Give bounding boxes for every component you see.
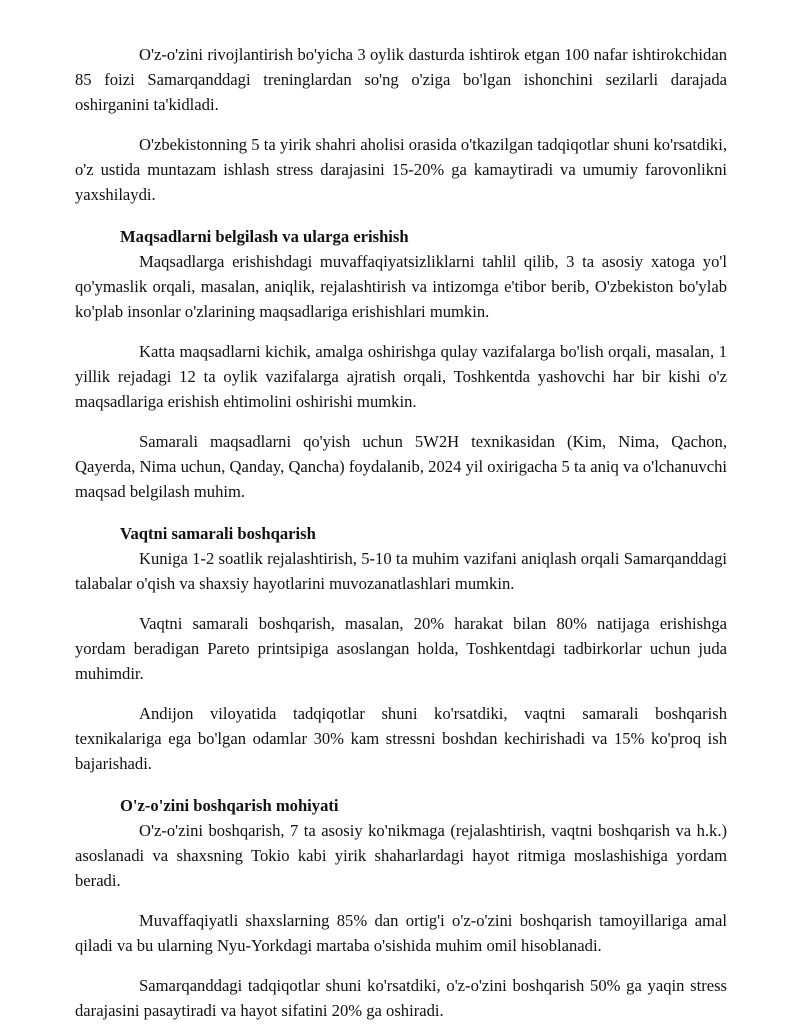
paragraph: Maqsadlarga erishishdagi muvaffaqiyatsizliklarni tahlil qilib, 3 ta asosiy xatoga yo'l qo'ymaslik orqali, masalan, aniqlik, rejalashtirish va intizomga e'tibor berib, O'zbekiston bo'ylab ko'plab insonlar o'zlarining maqsadlariga erishishlari mumkin.	[75, 252, 727, 321]
paragraph: O'zbekistonning 5 ta yirik shahri aholisi orasida o'tkazilgan tadqiqotlar shuni ko'rsatdiki, o'z ustida muntazam ishlash stress darajasini 15-20% ga kamaytiradi va umumiy farovonlikni yaxshilaydi.	[75, 135, 727, 204]
paragraph: Samarqanddagi tadqiqotlar shuni ko'rsatdiki, o'z-o'zini boshqarish 50% ga yaqin stress darajasini pasaytiradi va hayot sifatini 20% ga oshiradi.	[75, 976, 727, 1020]
paragraph: Andijon viloyatida tadqiqotlar shuni ko'rsatdiki, vaqtni samarali boshqarish texnikalariga ega bo'lgan odamlar 30% kam stressni boshdan kechirishadi va 15% ko'proq ish bajarishadi.	[75, 704, 727, 773]
paragraph: Vaqtni samarali boshqarish, masalan, 20% harakat bilan 80% natijaga erishishga yordam beradigan Pareto printsipiga asoslangan holda, Toshkentdagi tadbirkorlar uchun juda muhimdir.	[75, 614, 727, 683]
section-heading: Maqsadlarni belgilash va ularga erishish	[120, 227, 409, 246]
paragraph: Katta maqsadlarni kichik, amalga oshirishga qulay vazifalarga bo'lish orqali, masalan, 1 yillik rejadagi 12 ta oylik vazifalarga ajratish orqali, Toshkentda yashovchi har bir kishi o'z maqsadlariga erishish ehtimolini oshirishi mumkin.	[75, 342, 727, 411]
paragraph: O'z-o'zini boshqarish, 7 ta asosiy ko'nikmaga (rejalashtirish, vaqtni boshqarish va h.k.) asoslanadi va shaxsning Tokio kabi yirik shaharlardagi hayot ritmiga moslashishiga yordam beradi.	[75, 821, 727, 890]
section-heading: O'z-o'zini boshqarish mohiyati	[120, 796, 339, 815]
paragraph: Muvaffaqiyatli shaxslarning 85% dan ortig'i o'z-o'zini boshqarish tamoyillariga amal qiladi va bu ularning Nyu-Yorkdagi martaba o'sishida muhim omil hisoblanadi.	[75, 911, 727, 955]
section-heading: Vaqtni samarali boshqarish	[120, 524, 316, 543]
paragraph: O'z-o'zini rivojlantirish bo'yicha 3 oylik dasturda ishtirok etgan 100 nafar ishtirokchidan 85 foizi Samarqanddagi treninglardan so'ng o'ziga bo'lgan ishonchini sezilarli darajada oshirganini ta'kidladi.	[75, 45, 727, 114]
document-page	[75, 42, 727, 1023]
paragraph: Kuniga 1-2 soatlik rejalashtirish, 5-10 ta muhim vazifani aniqlash orqali Samarqanddagi talabalar o'qish va shaxsiy hayotlarini muvozanatlashlari mumkin.	[75, 549, 727, 593]
paragraph: Samarali maqsadlarni qo'yish uchun 5W2H texnikasidan (Kim, Nima, Qachon, Qayerda, Nima uchun, Qanday, Qancha) foydalanib, 2024 yil oxirigacha 5 ta aniq va o'lchanuvchi maqsad belgilash muhim.	[75, 432, 727, 501]
